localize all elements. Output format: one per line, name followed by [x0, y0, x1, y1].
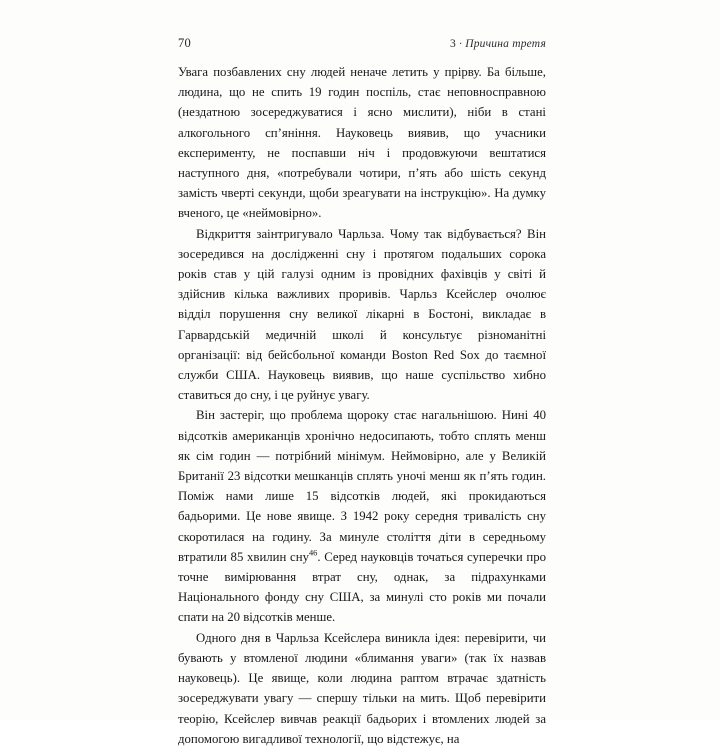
running-head-title: Причина третя	[465, 38, 546, 50]
footnote-marker: 46	[308, 548, 318, 558]
running-head	[450, 38, 546, 50]
page-number: 70	[178, 36, 192, 50]
page-header	[178, 36, 546, 51]
paragraph	[178, 405, 546, 627]
paragraph: Увага позбавлених сну людей неначе летить у прірву. Ба більше, людина, що не спить 19 годин поспіль, стає неповносправною (нездатною зосереджуватися і ясно мислити), ніби в стані алкогольного сп’яніння. Науковець виявив, що учасники експерименту, не поспавши ніч і продовжуючи вештатися наступного дня, «потребували чотири, п’ять або шість секунд замість чверті секунди, щоби зреагувати на інструкцію». На думку вченого, це «неймовірно».	[178, 65, 546, 221]
body-text	[178, 62, 546, 749]
running-head-separator: ·	[455, 38, 466, 50]
paragraph-text-tail: . Серед науковців точаться суперечки про точне вимірювання втрат сну, однак, за підрахунками Національного фонду сну США, за минулі сто років ми почали спати на 20 відсотків менше.	[178, 549, 546, 625]
paragraph: Відкриття заінтригувало Чарльза. Чому так відбувається? Він зосередився на дослідженні сну і протягом подальших сорока років став у цій галузі одним із провідних фахівців у світі й здійснив кілька важливих проривів. Чарльз Ксейслер очолює відділ порушення сну великої лікарні в Бостоні, викладає в Гарвардській медичній школі й консультує різноманітні організації: від бейсбольної команди Boston Red Sox до таємної служби США. Науковець виявив, що наше суспільство хибно ставиться до сну, і це руйнує увагу.	[178, 226, 546, 403]
running-head-chapter-number: 3	[450, 38, 456, 50]
paragraph-text: Він застеріг, що проблема щороку стає нагальнішою. Нині 40 відсотків американців хронічно недосипають, тобто сплять менш як сім годин — потрібний мінімум. Неймовірно, але у Великій Британії 23 відсотки мешканців сплять уночі менш як п’ять годин. Поміж нами лише 15 відсотків людей, які прокидаються бадьорими. Це нове явище. З 1942 року середня тривалість сну скоротилася на годину. За минуле століття діти в середньому втратили 85 хвилин сну	[178, 408, 546, 564]
paragraph: Одного дня в Чарльза Ксейслера виникла ідея: перевірити, чи бувають у втомленої людини «блимання уваги» (так їх назвав науковець). Це явище, коли людина раптом втрачає здатність зосереджувати увагу — спершу тільки на мить. Щоб перевірити теорію, Ксейслер вивчав реакції бадьорих і втомлених людей за допомогою вигадливої технології, що відстежує, на	[178, 630, 546, 746]
